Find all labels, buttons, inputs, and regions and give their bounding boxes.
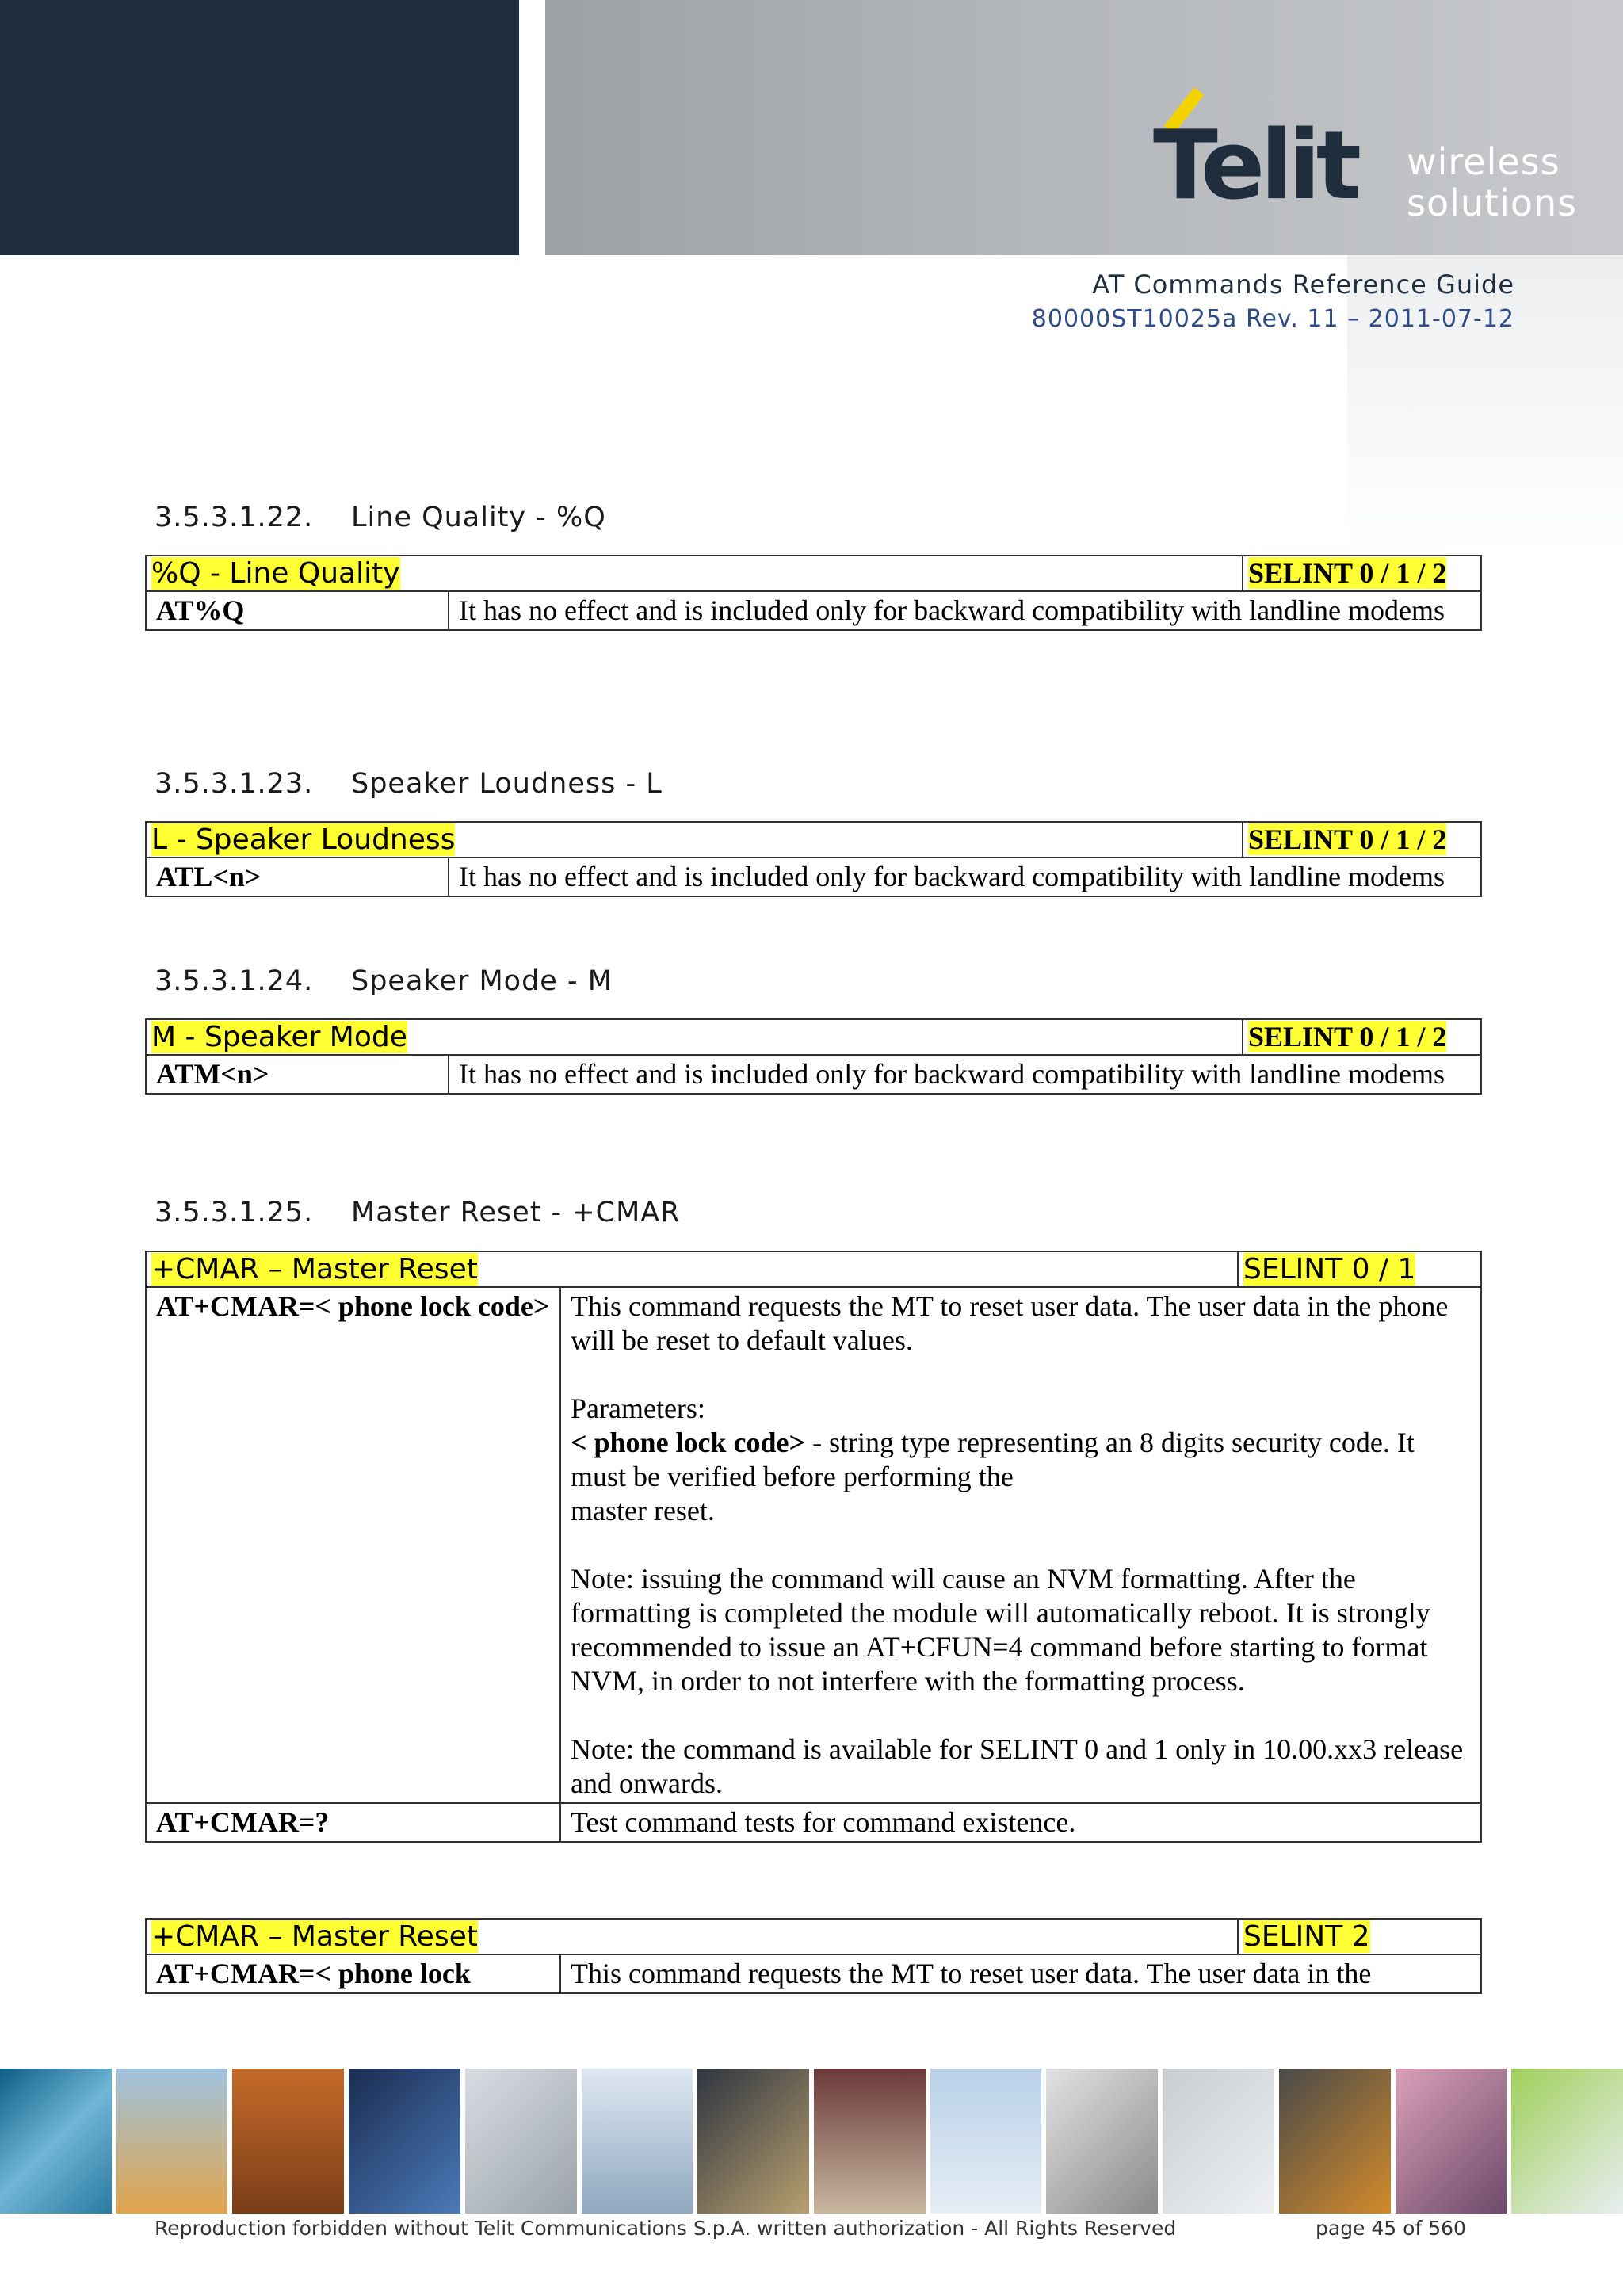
footer-page-number: page 45 of 560 <box>1316 2217 1466 2240</box>
selint-badge: SELINT 0 / 1 / 2 <box>1248 823 1447 855</box>
section-number: 3.5.3.1.25. <box>155 1197 314 1228</box>
command-name: AT+CMAR=? <box>146 1803 560 1842</box>
section-title: Line Quality - %Q <box>351 502 606 533</box>
footer-photo <box>349 2069 460 2214</box>
command-table <box>145 1251 1482 1843</box>
table-title: +CMAR – Master Reset <box>151 1253 478 1286</box>
table-row <box>146 1287 1481 1803</box>
section-heading <box>155 965 613 997</box>
command-table <box>145 1018 1482 1095</box>
section-title: Master Reset - +CMAR <box>351 1197 681 1228</box>
document-title: AT Commands Reference Guide <box>1092 269 1514 300</box>
header-dark-panel <box>0 0 519 255</box>
section-heading <box>155 768 663 800</box>
command-description: Test command tests for command existence. <box>560 1803 1481 1842</box>
command-name: AT%Q <box>146 591 449 630</box>
footer-image-strip <box>0 2069 1623 2214</box>
table-title-row <box>146 1019 1481 1055</box>
telit-logo <box>1153 87 1581 222</box>
section-title: Speaker Mode - M <box>351 965 613 997</box>
footer-photo <box>582 2069 693 2214</box>
parameter-entry <box>571 1426 1471 1494</box>
section-heading <box>155 502 606 533</box>
command-table <box>145 555 1482 631</box>
table-title: +CMAR – Master Reset <box>151 1920 478 1953</box>
command-description: It has no effect and is included only for backward compatibility with landline modems <box>449 858 1481 896</box>
table-row <box>146 1055 1481 1094</box>
command-name: ATM<n> <box>146 1055 449 1094</box>
command-name: ATL<n> <box>146 858 449 896</box>
section-title: Speaker Loudness - L <box>351 768 663 800</box>
command-name: AT+CMAR=< phone lock <box>146 1954 560 1993</box>
parameter-description-cont: master reset. <box>571 1495 715 1526</box>
command-name: AT+CMAR=< phone lock code> <box>146 1287 560 1803</box>
table-row <box>146 1803 1481 1842</box>
header-fade <box>1347 255 1623 556</box>
command-table <box>145 821 1482 897</box>
selint-badge: SELINT 2 <box>1243 1920 1370 1953</box>
parameters-label: Parameters: <box>571 1392 705 1424</box>
footer-photo <box>930 2069 1042 2214</box>
selint-badge: SELINT 0 / 1 <box>1243 1253 1416 1286</box>
selint-badge: SELINT 0 / 1 / 2 <box>1248 1021 1447 1052</box>
table-title: M - Speaker Mode <box>151 1021 407 1053</box>
section-heading <box>155 1197 681 1228</box>
footer-photo <box>232 2069 344 2214</box>
footer-photo <box>1046 2069 1158 2214</box>
table-title: %Q - Line Quality <box>151 557 400 590</box>
footer-photo <box>1396 2069 1507 2214</box>
footer-photo <box>1279 2069 1391 2214</box>
description-paragraph: This command requests the MT to reset user data. The user data in the phone will be reset to default values. <box>571 1290 1449 1356</box>
table-title-row <box>146 1919 1481 1954</box>
footer-copyright: Reproduction forbidden without Telit Communications S.p.A. written authorization - All Rights Reserved <box>155 2217 1177 2240</box>
footer-photo <box>0 2069 112 2214</box>
table-row <box>146 858 1481 896</box>
selint-badge: SELINT 0 / 1 / 2 <box>1248 557 1447 589</box>
section-number: 3.5.3.1.24. <box>155 965 314 997</box>
command-description: This command requests the MT to reset user data. The user data in the <box>560 1954 1481 1993</box>
table-title-row <box>146 556 1481 591</box>
table-title-row <box>146 822 1481 858</box>
command-description <box>560 1287 1481 1803</box>
command-description: It has no effect and is included only for backward compatibility with landline modems <box>449 1055 1481 1094</box>
footer-photo <box>1511 2069 1623 2214</box>
logo-brand: Telit <box>1153 111 1357 221</box>
footer-photo <box>814 2069 926 2214</box>
document-revision: 80000ST10025a Rev. 11 – 2011-07-12 <box>1031 305 1514 333</box>
section-number: 3.5.3.1.22. <box>155 502 314 533</box>
note-paragraph: Note: the command is available for SELINT 0 and 1 only in 10.00.xx3 release and onwards. <box>571 1733 1464 1799</box>
logo-tagline <box>1407 141 1577 223</box>
parameter-name: < phone lock code> <box>571 1427 806 1458</box>
footer-photo <box>697 2069 809 2214</box>
logo-tagline-2: solutions <box>1407 181 1578 224</box>
footer-photo <box>116 2069 228 2214</box>
note-paragraph: Note: issuing the command will cause an NVM formatting. After the formatting is completed the module will automatically reboot. It is strongly recommended to issue an AT+CFUN=4 command before starting to format NVM, in order to not interfere with the formatting process. <box>571 1563 1430 1697</box>
table-row <box>146 1954 1481 1993</box>
section-number: 3.5.3.1.23. <box>155 768 314 800</box>
table-title: L - Speaker Loudness <box>151 823 456 856</box>
command-table <box>145 1918 1482 1994</box>
footer-photo <box>1163 2069 1274 2214</box>
command-description: It has no effect and is included only for backward compatibility with landline modems <box>449 591 1481 630</box>
footer-photo <box>465 2069 577 2214</box>
parameter-description: - string type representing an 8 digits security code. It must be verified before performing the <box>571 1427 1415 1492</box>
table-title-row <box>146 1251 1481 1287</box>
logo-tagline-1: wireless <box>1407 140 1560 183</box>
table-row <box>146 591 1481 630</box>
